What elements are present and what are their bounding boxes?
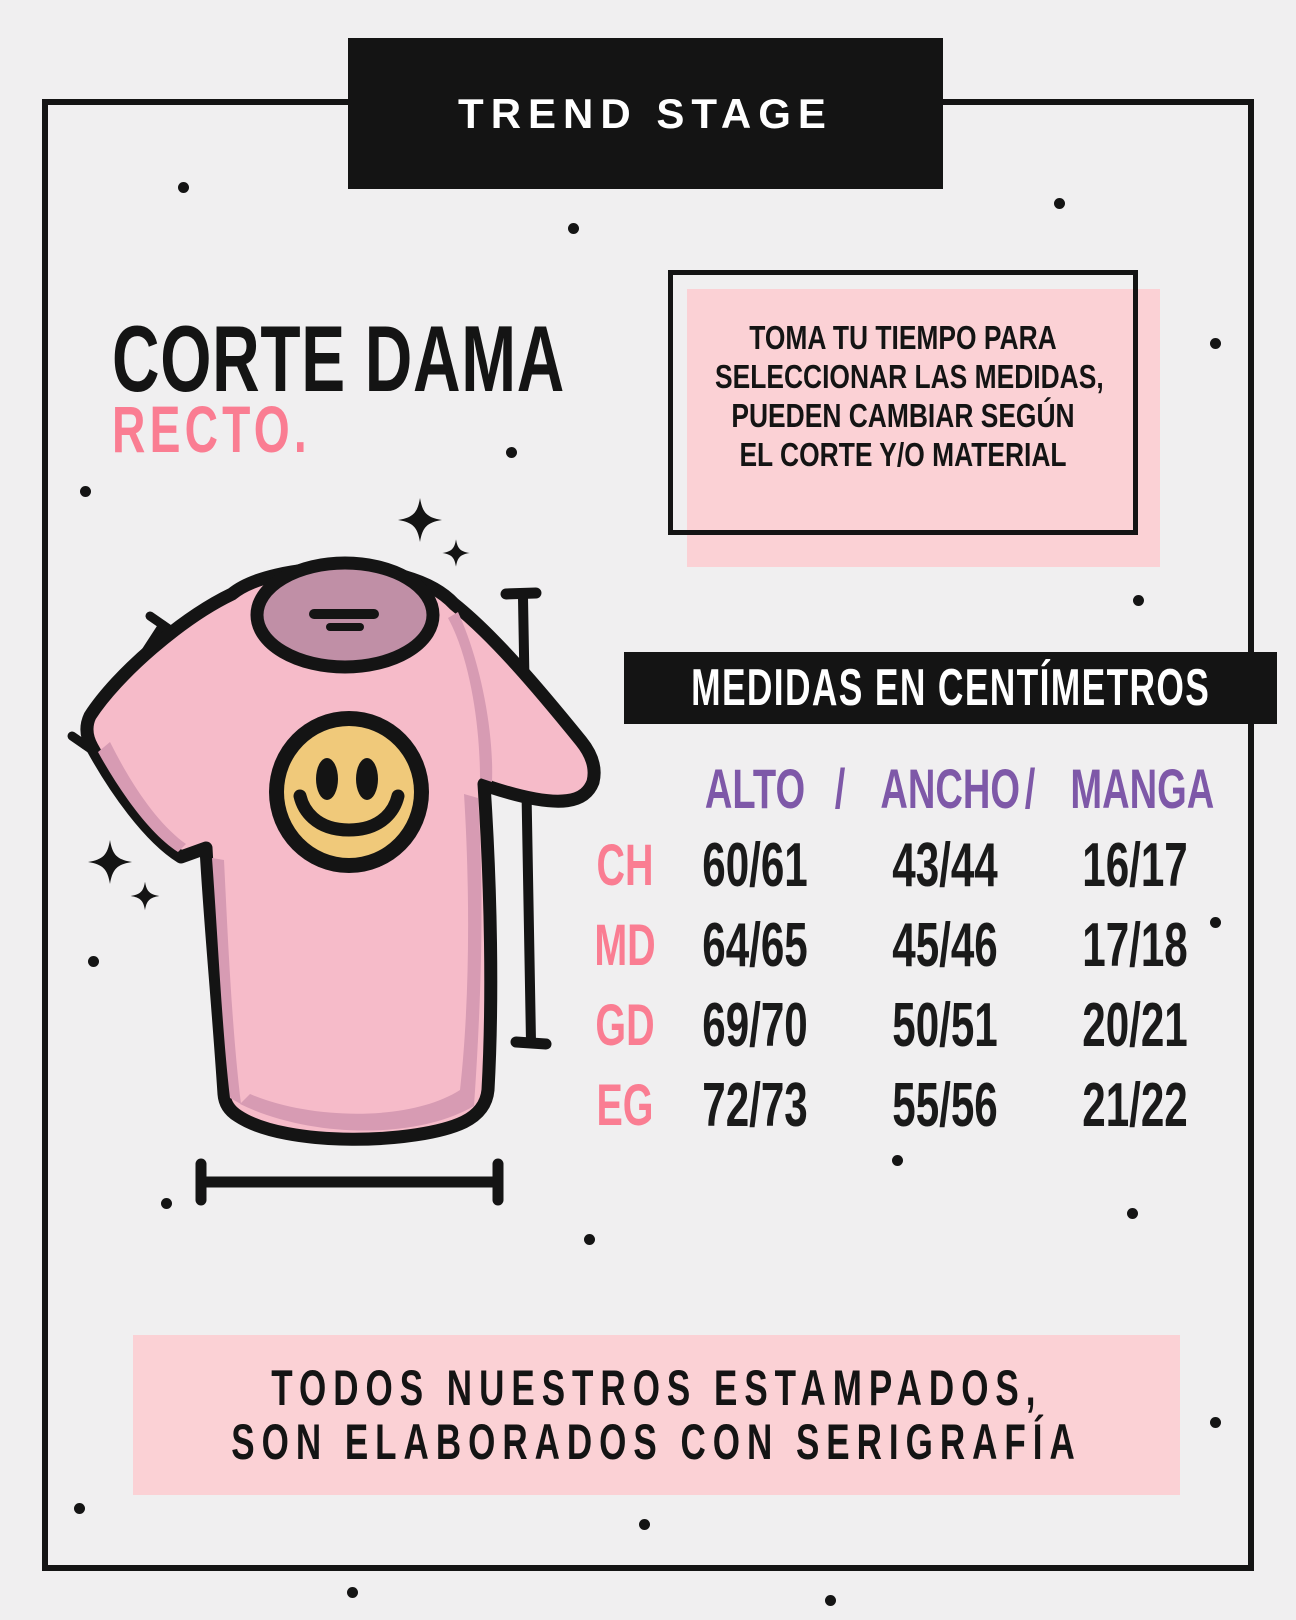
size-label: GD [595,993,655,1058]
decor-dot [584,1234,595,1245]
table-row [560,986,1240,1066]
smiley-eye [356,758,378,800]
measure-cap [516,1042,546,1044]
column-header-manga: MANGA [1070,757,1215,820]
decor-dot [88,956,99,967]
note-line: EL CORTE Y/O MATERIAL [739,436,1067,473]
decor-dot [1054,198,1065,209]
decor-dot [506,447,517,458]
note-line: SELECCIONAR LAS MEDIDAS, [715,358,1104,395]
decor-dot [825,1595,836,1606]
header-separator: / [1024,757,1036,820]
decor-dot [74,1503,85,1514]
ancho-value: 43/44 [892,831,998,900]
column-header-ancho: ANCHO [880,757,1021,820]
footer-line: TODOS NUESTROS ESTAMPADOS, [270,1360,1043,1416]
measurements-banner [624,652,1277,724]
decor-dot [1133,595,1144,606]
column-header-alto: ALTO [704,757,806,820]
decor-dot [178,182,189,193]
page-title: CORTE DAMA [112,306,565,411]
note-line: PUEDEN CAMBIAR SEGÚN [731,397,1075,434]
size-table-header [560,752,1240,826]
smiley-face-icon [269,711,429,873]
alto-value: 72/73 [702,1071,808,1140]
measure-cap [506,593,536,594]
decor-dot [639,1519,650,1530]
note-line: TOMA TU TIEMPO PARA [749,319,1057,356]
decor-dot [892,1155,903,1166]
ancho-value: 45/46 [892,911,998,980]
sparkle-icon [88,840,132,884]
size-table [560,752,1240,1152]
manga-value: 20/21 [1082,991,1188,1060]
size-label: EG [596,1073,654,1138]
tshirt-illustration [60,490,620,1210]
sparkle-icon [442,539,469,566]
brand-title: TREND STAGE [458,89,833,137]
decor-dot [1210,338,1221,349]
decor-dot [1210,1417,1221,1428]
sparkle-icon [398,498,442,542]
table-row [560,1066,1240,1146]
ancho-value: 55/56 [892,1071,998,1140]
alto-value: 69/70 [702,991,808,1060]
decor-dot [161,1198,172,1209]
smiley-eye [316,758,338,800]
measurements-banner-label: MEDIDAS EN CENTÍMETROS [690,659,1211,717]
ancho-value: 50/51 [892,991,998,1060]
manga-value: 17/18 [1082,911,1188,980]
manga-value: 21/22 [1082,1071,1188,1140]
alto-value: 64/65 [702,911,808,980]
decor-dot [568,223,579,234]
brand-header [348,38,943,189]
note-text [668,318,1138,474]
decor-dot [1127,1208,1138,1219]
sparkle-icon [131,882,160,911]
table-row [560,906,1240,986]
page-subtitle: RECTO. [112,392,311,466]
table-row [560,826,1240,906]
alto-value: 60/61 [702,831,808,900]
header-separator: / [834,757,846,820]
footer-banner [133,1335,1180,1495]
decor-dot [1210,917,1221,928]
size-label: MD [594,913,656,978]
manga-value: 16/17 [1082,831,1188,900]
decor-dot [80,486,91,497]
size-label: CH [596,833,654,898]
footer-line: SON ELABORADOS CON SERIGRAFÍA [231,1414,1082,1470]
decor-dot [347,1587,358,1598]
